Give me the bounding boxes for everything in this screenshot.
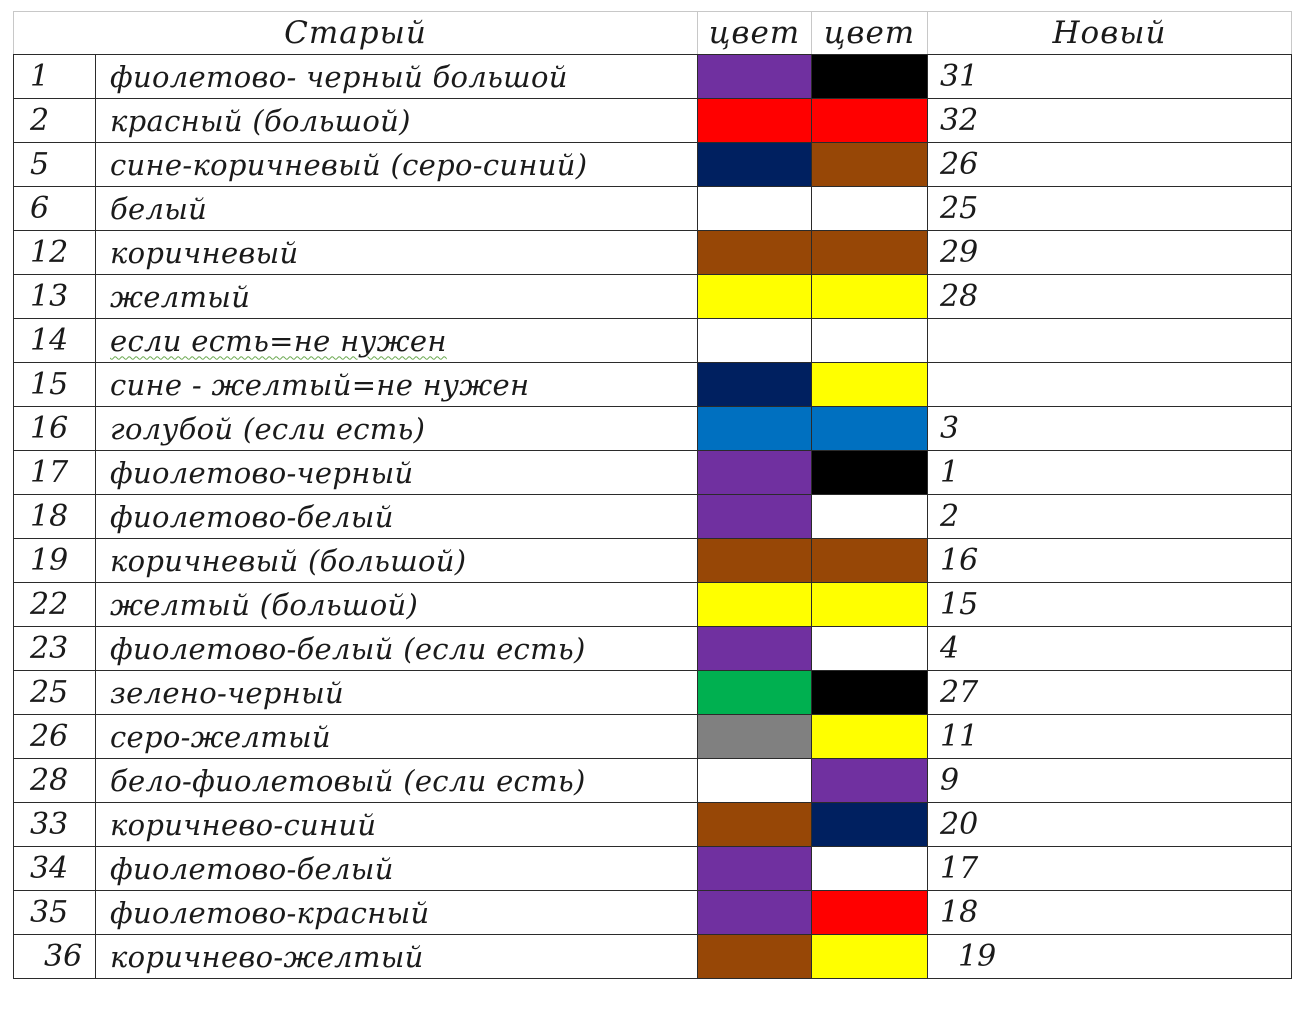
color-swatch-1 — [698, 935, 812, 979]
color-swatch-2 — [812, 759, 928, 803]
description-text: коричневый — [110, 235, 299, 270]
new-number-cell: 26 — [928, 143, 1292, 187]
old-number-cell: 13 — [14, 275, 96, 319]
description-cell — [96, 231, 698, 275]
description-cell — [96, 407, 698, 451]
old-number-cell: 35 — [14, 891, 96, 935]
table-row — [14, 231, 1292, 275]
color-swatch-1 — [698, 451, 812, 495]
new-number-cell: 25 — [928, 187, 1292, 231]
wire-mapping-table — [13, 11, 1292, 979]
new-number-cell: 15 — [928, 583, 1292, 627]
new-number-cell: 32 — [928, 99, 1292, 143]
header-color-2: цвет — [812, 12, 928, 55]
color-swatch-1 — [698, 759, 812, 803]
old-number-cell: 23 — [14, 627, 96, 671]
color-swatch-1 — [698, 319, 812, 363]
old-number-cell: 22 — [14, 583, 96, 627]
old-number-cell: 2 — [14, 99, 96, 143]
table-row — [14, 451, 1292, 495]
description-cell — [96, 319, 698, 363]
table-row — [14, 803, 1292, 847]
description-cell — [96, 759, 698, 803]
header-new: Новый — [928, 12, 1292, 55]
new-number-cell: 1 — [928, 451, 1292, 495]
table-row — [14, 627, 1292, 671]
description-cell — [96, 495, 698, 539]
old-number-cell: 14 — [14, 319, 96, 363]
old-number-cell: 17 — [14, 451, 96, 495]
wire-mapping-sheet — [13, 11, 1291, 995]
color-swatch-1 — [698, 627, 812, 671]
description-text: фиолетово-белый — [110, 851, 394, 886]
color-swatch-2 — [812, 143, 928, 187]
color-swatch-1 — [698, 187, 812, 231]
color-swatch-2 — [812, 319, 928, 363]
color-swatch-2 — [812, 187, 928, 231]
table-row — [14, 275, 1292, 319]
table-row — [14, 363, 1292, 407]
color-swatch-2 — [812, 451, 928, 495]
color-swatch-1 — [698, 715, 812, 759]
table-row — [14, 319, 1292, 363]
new-number-cell: 9 — [928, 759, 1292, 803]
new-number-cell: 4 — [928, 627, 1292, 671]
old-number-cell: 12 — [14, 231, 96, 275]
color-swatch-2 — [812, 55, 928, 99]
description-cell — [96, 539, 698, 583]
table-row — [14, 143, 1292, 187]
description-cell — [96, 671, 698, 715]
description-text: если есть=не нужен — [110, 323, 447, 358]
description-cell — [96, 935, 698, 979]
new-number-cell: 17 — [928, 847, 1292, 891]
description-cell — [96, 891, 698, 935]
description-cell — [96, 803, 698, 847]
color-swatch-1 — [698, 495, 812, 539]
color-swatch-1 — [698, 363, 812, 407]
color-swatch-2 — [812, 671, 928, 715]
description-text: фиолетово-белый (если есть) — [110, 631, 586, 666]
table-row — [14, 55, 1292, 99]
old-number-cell: 36 — [14, 935, 96, 979]
color-swatch-1 — [698, 847, 812, 891]
description-cell — [96, 363, 698, 407]
color-swatch-1 — [698, 583, 812, 627]
description-text: красный (большой) — [110, 103, 411, 138]
color-swatch-1 — [698, 671, 812, 715]
header-color-1: цвет — [698, 12, 812, 55]
table-row — [14, 99, 1292, 143]
new-number-cell: 11 — [928, 715, 1292, 759]
table-body — [14, 55, 1292, 979]
new-number-cell: 28 — [928, 275, 1292, 319]
description-cell — [96, 451, 698, 495]
old-number-cell: 33 — [14, 803, 96, 847]
table-row — [14, 539, 1292, 583]
table-row — [14, 495, 1292, 539]
description-text: сине - желтый=не нужен — [110, 367, 530, 402]
description-cell — [96, 55, 698, 99]
description-text: фиолетово-красный — [110, 895, 430, 930]
description-text: коричнево-желтый — [110, 939, 424, 974]
color-swatch-2 — [812, 627, 928, 671]
color-swatch-1 — [698, 407, 812, 451]
new-number-cell — [928, 363, 1292, 407]
description-cell — [96, 99, 698, 143]
old-number-cell: 6 — [14, 187, 96, 231]
color-swatch-2 — [812, 803, 928, 847]
description-text: белый — [110, 191, 208, 226]
table-row — [14, 583, 1292, 627]
old-number-cell: 15 — [14, 363, 96, 407]
description-text: фиолетово- черный большой — [110, 59, 568, 94]
description-cell — [96, 275, 698, 319]
description-text: желтый — [110, 279, 251, 314]
color-swatch-1 — [698, 231, 812, 275]
color-swatch-2 — [812, 891, 928, 935]
old-number-cell: 34 — [14, 847, 96, 891]
description-cell — [96, 143, 698, 187]
description-text: коричнево-синий — [110, 807, 377, 842]
new-number-cell: 18 — [928, 891, 1292, 935]
color-swatch-2 — [812, 539, 928, 583]
new-number-cell: 2 — [928, 495, 1292, 539]
color-swatch-2 — [812, 495, 928, 539]
new-number-cell: 3 — [928, 407, 1292, 451]
color-swatch-1 — [698, 275, 812, 319]
description-cell — [96, 187, 698, 231]
color-swatch-2 — [812, 935, 928, 979]
description-text: голубой (если есть) — [110, 411, 426, 446]
old-number-cell: 18 — [14, 495, 96, 539]
color-swatch-2 — [812, 407, 928, 451]
color-swatch-2 — [812, 715, 928, 759]
new-number-cell: 31 — [928, 55, 1292, 99]
description-text: серо-желтый — [110, 719, 331, 754]
color-swatch-2 — [812, 99, 928, 143]
old-number-cell: 19 — [14, 539, 96, 583]
new-number-cell: 20 — [928, 803, 1292, 847]
header-row — [14, 12, 1292, 55]
description-text: зелено-черный — [110, 675, 345, 710]
table-row — [14, 407, 1292, 451]
old-number-cell: 28 — [14, 759, 96, 803]
description-cell — [96, 847, 698, 891]
color-swatch-1 — [698, 55, 812, 99]
old-number-cell: 26 — [14, 715, 96, 759]
table-row — [14, 891, 1292, 935]
description-cell — [96, 715, 698, 759]
header-old: Старый — [14, 12, 698, 55]
old-number-cell: 16 — [14, 407, 96, 451]
table-row — [14, 187, 1292, 231]
new-number-cell: 27 — [928, 671, 1292, 715]
description-text: фиолетово-белый — [110, 499, 394, 534]
old-number-cell: 1 — [14, 55, 96, 99]
color-swatch-2 — [812, 231, 928, 275]
color-swatch-1 — [698, 539, 812, 583]
color-swatch-1 — [698, 803, 812, 847]
color-swatch-2 — [812, 363, 928, 407]
new-number-cell: 19 — [928, 935, 1292, 979]
new-number-cell: 29 — [928, 231, 1292, 275]
color-swatch-1 — [698, 891, 812, 935]
table-row — [14, 847, 1292, 891]
description-text: коричневый (большой) — [110, 543, 467, 578]
old-number-cell: 5 — [14, 143, 96, 187]
color-swatch-2 — [812, 583, 928, 627]
table-row — [14, 759, 1292, 803]
table-row — [14, 935, 1292, 979]
description-text: желтый (большой) — [110, 587, 419, 622]
color-swatch-1 — [698, 143, 812, 187]
new-number-cell: 16 — [928, 539, 1292, 583]
color-swatch-1 — [698, 99, 812, 143]
old-number-cell: 25 — [14, 671, 96, 715]
description-cell — [96, 583, 698, 627]
description-text: бело-фиолетовый (если есть) — [110, 763, 586, 798]
table-row — [14, 671, 1292, 715]
table-row — [14, 715, 1292, 759]
description-cell — [96, 627, 698, 671]
description-text: сине-коричневый (серо-синий) — [110, 147, 588, 182]
color-swatch-2 — [812, 847, 928, 891]
color-swatch-2 — [812, 275, 928, 319]
description-text: фиолетово-черный — [110, 455, 414, 490]
new-number-cell — [928, 319, 1292, 363]
